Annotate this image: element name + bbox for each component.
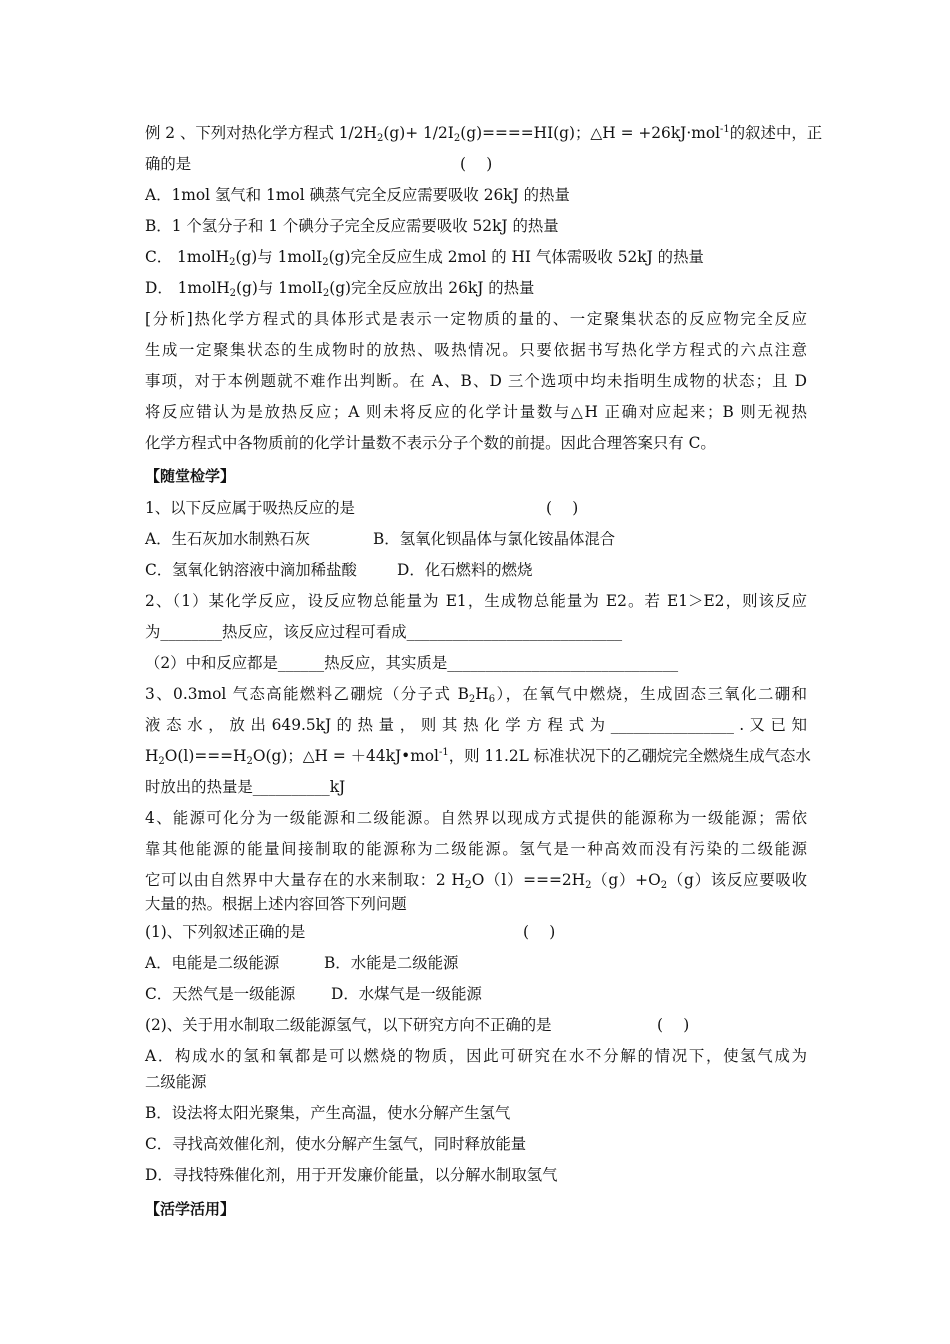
- option-c: C． 1molH$_2$(g)与 1molI$_2$(g)完全反应生成 2mol 的 HI 气体需吸收 52kJ 的热量: [145, 248, 704, 268]
- q3-line4: 时放出的热量是__________kJ: [145, 778, 346, 796]
- q3-line1: 3、0.3mol 气态高能燃料乙硼烷（分子式 $B_2H_6$），在氧气中燃烧，生成固态三氧化二硼和: [145, 685, 807, 705]
- q1-stem: 1、以下反应属于吸热反应的是: [145, 499, 355, 517]
- q1-option-d: D．化石燃料的燃烧: [397, 561, 533, 579]
- q3-line2: 液 态 水 ， 放 出 649.5kJ 的 热 量 ， 则 其 热 化 学 方 程 式 为 ________________ . 又 已 知: [145, 716, 807, 734]
- option-d: D． 1molH$_2$(g)与 1molI$_2$(g)完全反应放出 26kJ 的热量: [145, 279, 535, 299]
- option-a: A．1mol 氢气和 1mol 碘蒸气完全反应需要吸收 26kJ 的热量: [145, 186, 570, 204]
- analysis-line: 化学方程式中各物质前的化学计量数不表示分子个数的前提。因此合理答案只有 C。: [145, 434, 716, 452]
- section-heading: 【活学活用】: [145, 1200, 236, 1218]
- q2-line1: 2、（1）某化学反应，设反应物总能量为 E1，生成物总能量为 E2。若 E1＞E2，则该反应: [145, 592, 807, 610]
- q4-sub2-option-a: A．构成水的氢和氧都是可以燃烧的物质，因此可研究在水不分解的情况下，使氢气成为: [145, 1047, 807, 1065]
- q2-line3: （2）中和反应都是______热反应，其实质是______________________________: [145, 654, 679, 672]
- option-b: B．1 个氢分子和 1 个碘分子完全反应需要吸收 52kJ 的热量: [145, 217, 559, 235]
- q4-sub1-stem: (1)、下列叙述正确的是: [145, 923, 306, 941]
- analysis-line: 生成一定聚集状态的生成物时的放热、吸热情况。只要依据书写热化学方程式的六点注意: [145, 341, 807, 359]
- section-heading: 【随堂检学】: [145, 467, 236, 485]
- q4-sub2-option-d: D．寻找特殊催化剂，用于开发廉价能量，以分解水制取氢气: [145, 1166, 558, 1184]
- q3-line3: $H_2O(l)===H_2O(g)$；△H = ＋44kJ•mol$^{-1}$，则 11.2L 标准状况下的乙硼烷完全燃烧生成气态水: [145, 747, 811, 767]
- q4-sub2-option-b: B．设法将太阳光聚集，产生高温，使水分解产生氢气: [145, 1104, 511, 1122]
- q4-sub1-option-b: B．水能是二级能源: [324, 954, 459, 972]
- q4-line: 它可以由自然界中大量存在的水来制取：2 $H_2O(l)===2H_2(g)+O_2(g)$该反应要吸收: [145, 871, 807, 891]
- analysis-line: [分析]热化学方程式的具体形式是表示一定物质的量的、一定聚集状态的反应物完全反应: [145, 310, 807, 328]
- q4-sub1-option-c: C．天然气是一级能源: [145, 985, 296, 1003]
- example2-question-line1: 例 2 、下列对热化学方程式 $1/2H_2(g)+ 1/2I_2(g)====HI(g)$；△H = +26kJ·mol$^{-1}$的叙述中，正: [145, 124, 823, 144]
- q2-line2: 为________热反应，该反应过程可看成____________________________: [145, 623, 623, 641]
- q1-option-b: B．氢氧化钡晶体与氯化铵晶体混合: [373, 530, 616, 548]
- analysis-line: 将反应错认为是放热反应；A 则未将反应的化学计量数与△H 正确对应起来；B 则无视热: [145, 403, 807, 421]
- q4-line: 4、能源可化分为一级能源和二级能源。自然界以现成方式提供的能源称为一级能源；需依: [145, 809, 807, 827]
- answer-bracket: ( ): [546, 499, 579, 517]
- answer-bracket: ( ): [657, 1016, 690, 1034]
- example2-question-line2: 确的是: [145, 155, 192, 173]
- q1-option-a: A．生石灰加水制熟石灰: [145, 530, 311, 548]
- q4-sub2-stem: (2)、关于用水制取二级能源氢气，以下研究方向不正确的是: [145, 1016, 552, 1034]
- analysis-line: 事项，对于本例题就不难作出判断。在 A、B、D 三个选项中均未指明生成物的状态；且 D: [145, 372, 807, 390]
- q4-sub1-option-a: A．电能是二级能源: [145, 954, 280, 972]
- q4-sub2-option-c: C．寻找高效催化剂，使水分解产生氢气，同时释放能量: [145, 1135, 527, 1153]
- answer-bracket: ( ): [523, 923, 556, 941]
- q4-sub1-option-d: D．水煤气是一级能源: [331, 985, 482, 1003]
- q4-line: 大量的热。根据上述内容回答下列问题: [145, 895, 407, 913]
- q4-sub2-option-a-cont: 二级能源: [145, 1073, 207, 1091]
- answer-bracket: ( ): [460, 155, 493, 173]
- q1-option-c: C．氢氧化钠溶液中滴加稀盐酸: [145, 561, 357, 579]
- q4-line: 靠其他能源的能量间接制取的能源称为二级能源。氢气是一种高效而没有污染的二级能源: [145, 840, 807, 858]
